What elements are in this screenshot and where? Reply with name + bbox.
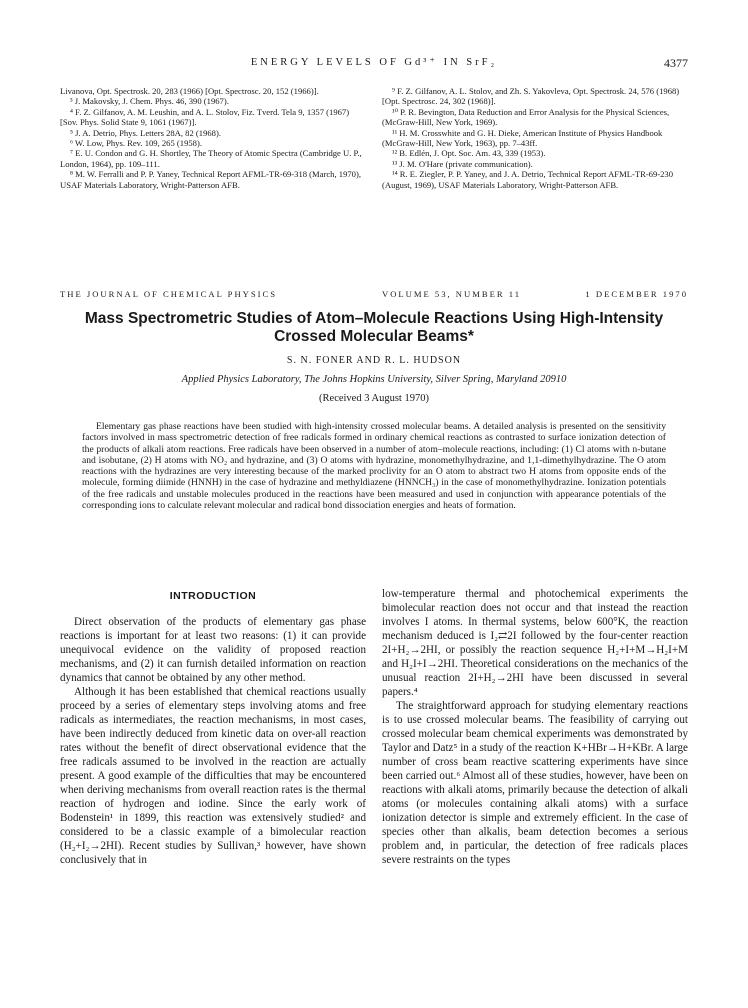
body-paragraph: Direct observation of the products of elementary gas phase reactions is important for at least two reasons: (1) it can provide unequivocal evidence on the validity of proposed reaction mechanisms, and (2) it can furnish detailed information on reaction dynamics that cannot be obtained by any other method. bbox=[60, 616, 366, 684]
abstract bbox=[82, 421, 666, 511]
received-date: (Received 3 August 1970) bbox=[319, 393, 429, 404]
body-paragraph: low-temperature thermal and photochemical experiments the bimolecular reaction does not occur and that instead the reaction involves I atoms. In thermal systems, below 600°K, the reaction mechanism deduced is I₂⇄2I followed by the four-center reaction 2I+H₂→2HI, or possibly the reaction sequence H₂+I+M→H₂I+M and H₂I+I→2HI. Theoretical considerations on the mechanics of the unusual reaction 2I+H₂→2HI have been discussed in several papers.⁴ bbox=[382, 588, 688, 698]
reference-item: ⁹ F. Z. Gilfanov, A. L. Stolov, and Zh. S. Yakovleva, Opt. Spectrosk. 24, 576 (1968) [Opt. Spectrosc. 24, 302 (1968)]. bbox=[382, 86, 680, 107]
reference-item: ³ J. Makovsky, J. Chem. Phys. 46, 390 (1967). bbox=[70, 96, 229, 107]
running-head-title: ENERGY LEVELS OF Gd³⁺ IN SrF₂ bbox=[250, 57, 498, 68]
reference-item: ⁸ M. W. Ferralli and P. P. Yaney, Technical Report AFML-TR-69-318 (March, 1970), USAF Materials Laboratory, Wright-Patterson AFB. bbox=[60, 169, 361, 190]
body-left-column bbox=[60, 587, 366, 867]
reference-item: ¹³ J. M. O'Hare (private communication). bbox=[392, 158, 533, 169]
reference-item: ¹¹ H. M. Crosswhite and G. H. Dieke, American Institute of Physics Handbook (McGraw-Hill, New York, 1963), pp. 7–43ff. bbox=[382, 127, 663, 149]
reference-item: ⁵ J. A. Detrio, Phys. Letters 28A, 82 (1968). bbox=[70, 127, 221, 138]
body-right-column bbox=[382, 587, 688, 867]
running-head bbox=[60, 56, 688, 70]
abstract-text: Elementary gas phase reactions have been studied with high-intensity crossed molecular beams. A detailed analysis is presented on the sensitivity factors involved in mass spectrometric detection of free radicals formed in ordinary chemical reactions as contrasted to surface ionization detection of the products of alkali atom reactions. Free radicals have been observed in a number of atom–molecule reactions, including: (1) Cl atoms with n-butane and isobutane, (2) H atoms with NO₂ and hydrazine, and (3) O atoms with hydrazine, monomethylhydrazine, and 1,1-dimethylhydrazine. The O atom reactions with the hydrazines are very interesting because of the marked proclivity for an O atom to abstract two H atoms from opposite ends of the molecule, forming diimide (HNNH) in the case of hydrazine and methyldiazene (HNNCH₃) in the case of monomethylhydrazine. Ionization potentials of the free radicals and unstable molecules produced in the reactions have been measured and used in conjunction with appearance potentials of the corresponding ions to calculate relevant molecular and radical bond dissociation energies and heats of formation. bbox=[82, 421, 666, 512]
article-title: Mass Spectrometric Studies of Atom–Molecule Reactions Using High-Intensity Crossed Molecular Beams* bbox=[84, 310, 664, 345]
article-affiliation: Applied Physics Laboratory, The Johns Hopkins University, Silver Spring, Maryland 20910 bbox=[181, 374, 567, 385]
article-authors: S. N. FONER AND R. L. HUDSON bbox=[286, 355, 462, 366]
reference-item: ⁴ F. Z. Gilfanov, A. M. Leushin, and A. L. Stolov, Fiz. Tverd. Tela 9, 1357 (1967) [Sov. Phys. Solid State 9, 1061 (1967)]. bbox=[60, 106, 350, 128]
reference-item: ⁶ W. Low, Phys. Rev. 109, 265 (1958). bbox=[70, 138, 202, 149]
page-number: 4377 bbox=[664, 56, 688, 70]
reference-item: ⁷ E. U. Condon and G. H. Shortley, The Theory of Atomic Spectra (Cambridge U. P., London, 1964), pp. 109–111. bbox=[60, 148, 362, 169]
reference-item: ¹² B. Edlén, J. Opt. Soc. Am. 43, 339 (1953). bbox=[392, 148, 546, 159]
body-paragraph: Although it has been established that chemical reactions usually proceed by a series of elementary steps involving atoms and free radicals as intermediates, the reaction mechanisms, in most cases, have been indirectly deduced from kinetic data on over-all reaction rates without the benefit of direct observational evidence that the free radicals assumed to be involved in the reaction are actually present. A good example of the difficulties that may be encountered when deriving mechanisms from overall reaction rates is the thermal reaction of hydrogen and iodine. Since the early work of Bodenstein¹ in 1899, this reaction was extensively studied² and considered to be a classic example of a bimolecular reaction (H₂+I₂→2HI). Recent studies by Sullivan,³ however, have shown conclusively that in bbox=[60, 686, 366, 866]
journal-date: 1 DECEMBER 1970 bbox=[585, 289, 688, 299]
references-right-column bbox=[382, 86, 688, 190]
references-left-column bbox=[60, 86, 366, 190]
body-paragraph: The straightforward approach for studying elementary reactions is to use crossed molecular beams. The feasibility of carrying out crossed molecular beam chemical experiments was demonstrated by Taylor and Datz⁵ in a study of the reaction K+HBr→H+KBr. A large number of cross beam reactive scattering experiments have since been carried out.⁶ Almost all of these studies, however, have been on reactions with alkali atoms, primarily because the detection of alkali atoms (or molecules containing alkali atoms) with a surface ionization detector is simple and extremely efficient. In the case of species other than alkalis, beam detection becomes a serious problem and, in particular, the detection of free radicals places severe restraints on the types bbox=[382, 700, 688, 866]
journal-volume: VOLUME 53, NUMBER 11 bbox=[382, 289, 521, 299]
journal-name: THE JOURNAL OF CHEMICAL PHYSICS bbox=[60, 289, 278, 299]
reference-item: ¹⁴ R. E. Ziegler, P. P. Yaney, and J. A. Detrio, Technical Report AFML-TR-69-230 (August, 1969), USAF Materials Laboratory, Wright-Patterson AFB. bbox=[382, 169, 674, 190]
reference-item: Livanova, Opt. Spectrosk. 20, 283 (1966) [Opt. Spectrosc. 20, 152 (1966)]. bbox=[60, 86, 319, 96]
section-heading: INTRODUCTION bbox=[169, 590, 257, 602]
reference-item: ¹⁰ P. R. Bevington, Data Reduction and Error Analysis for the Physical Sciences, (McGraw-Hill, New York, 1969). bbox=[382, 106, 670, 128]
